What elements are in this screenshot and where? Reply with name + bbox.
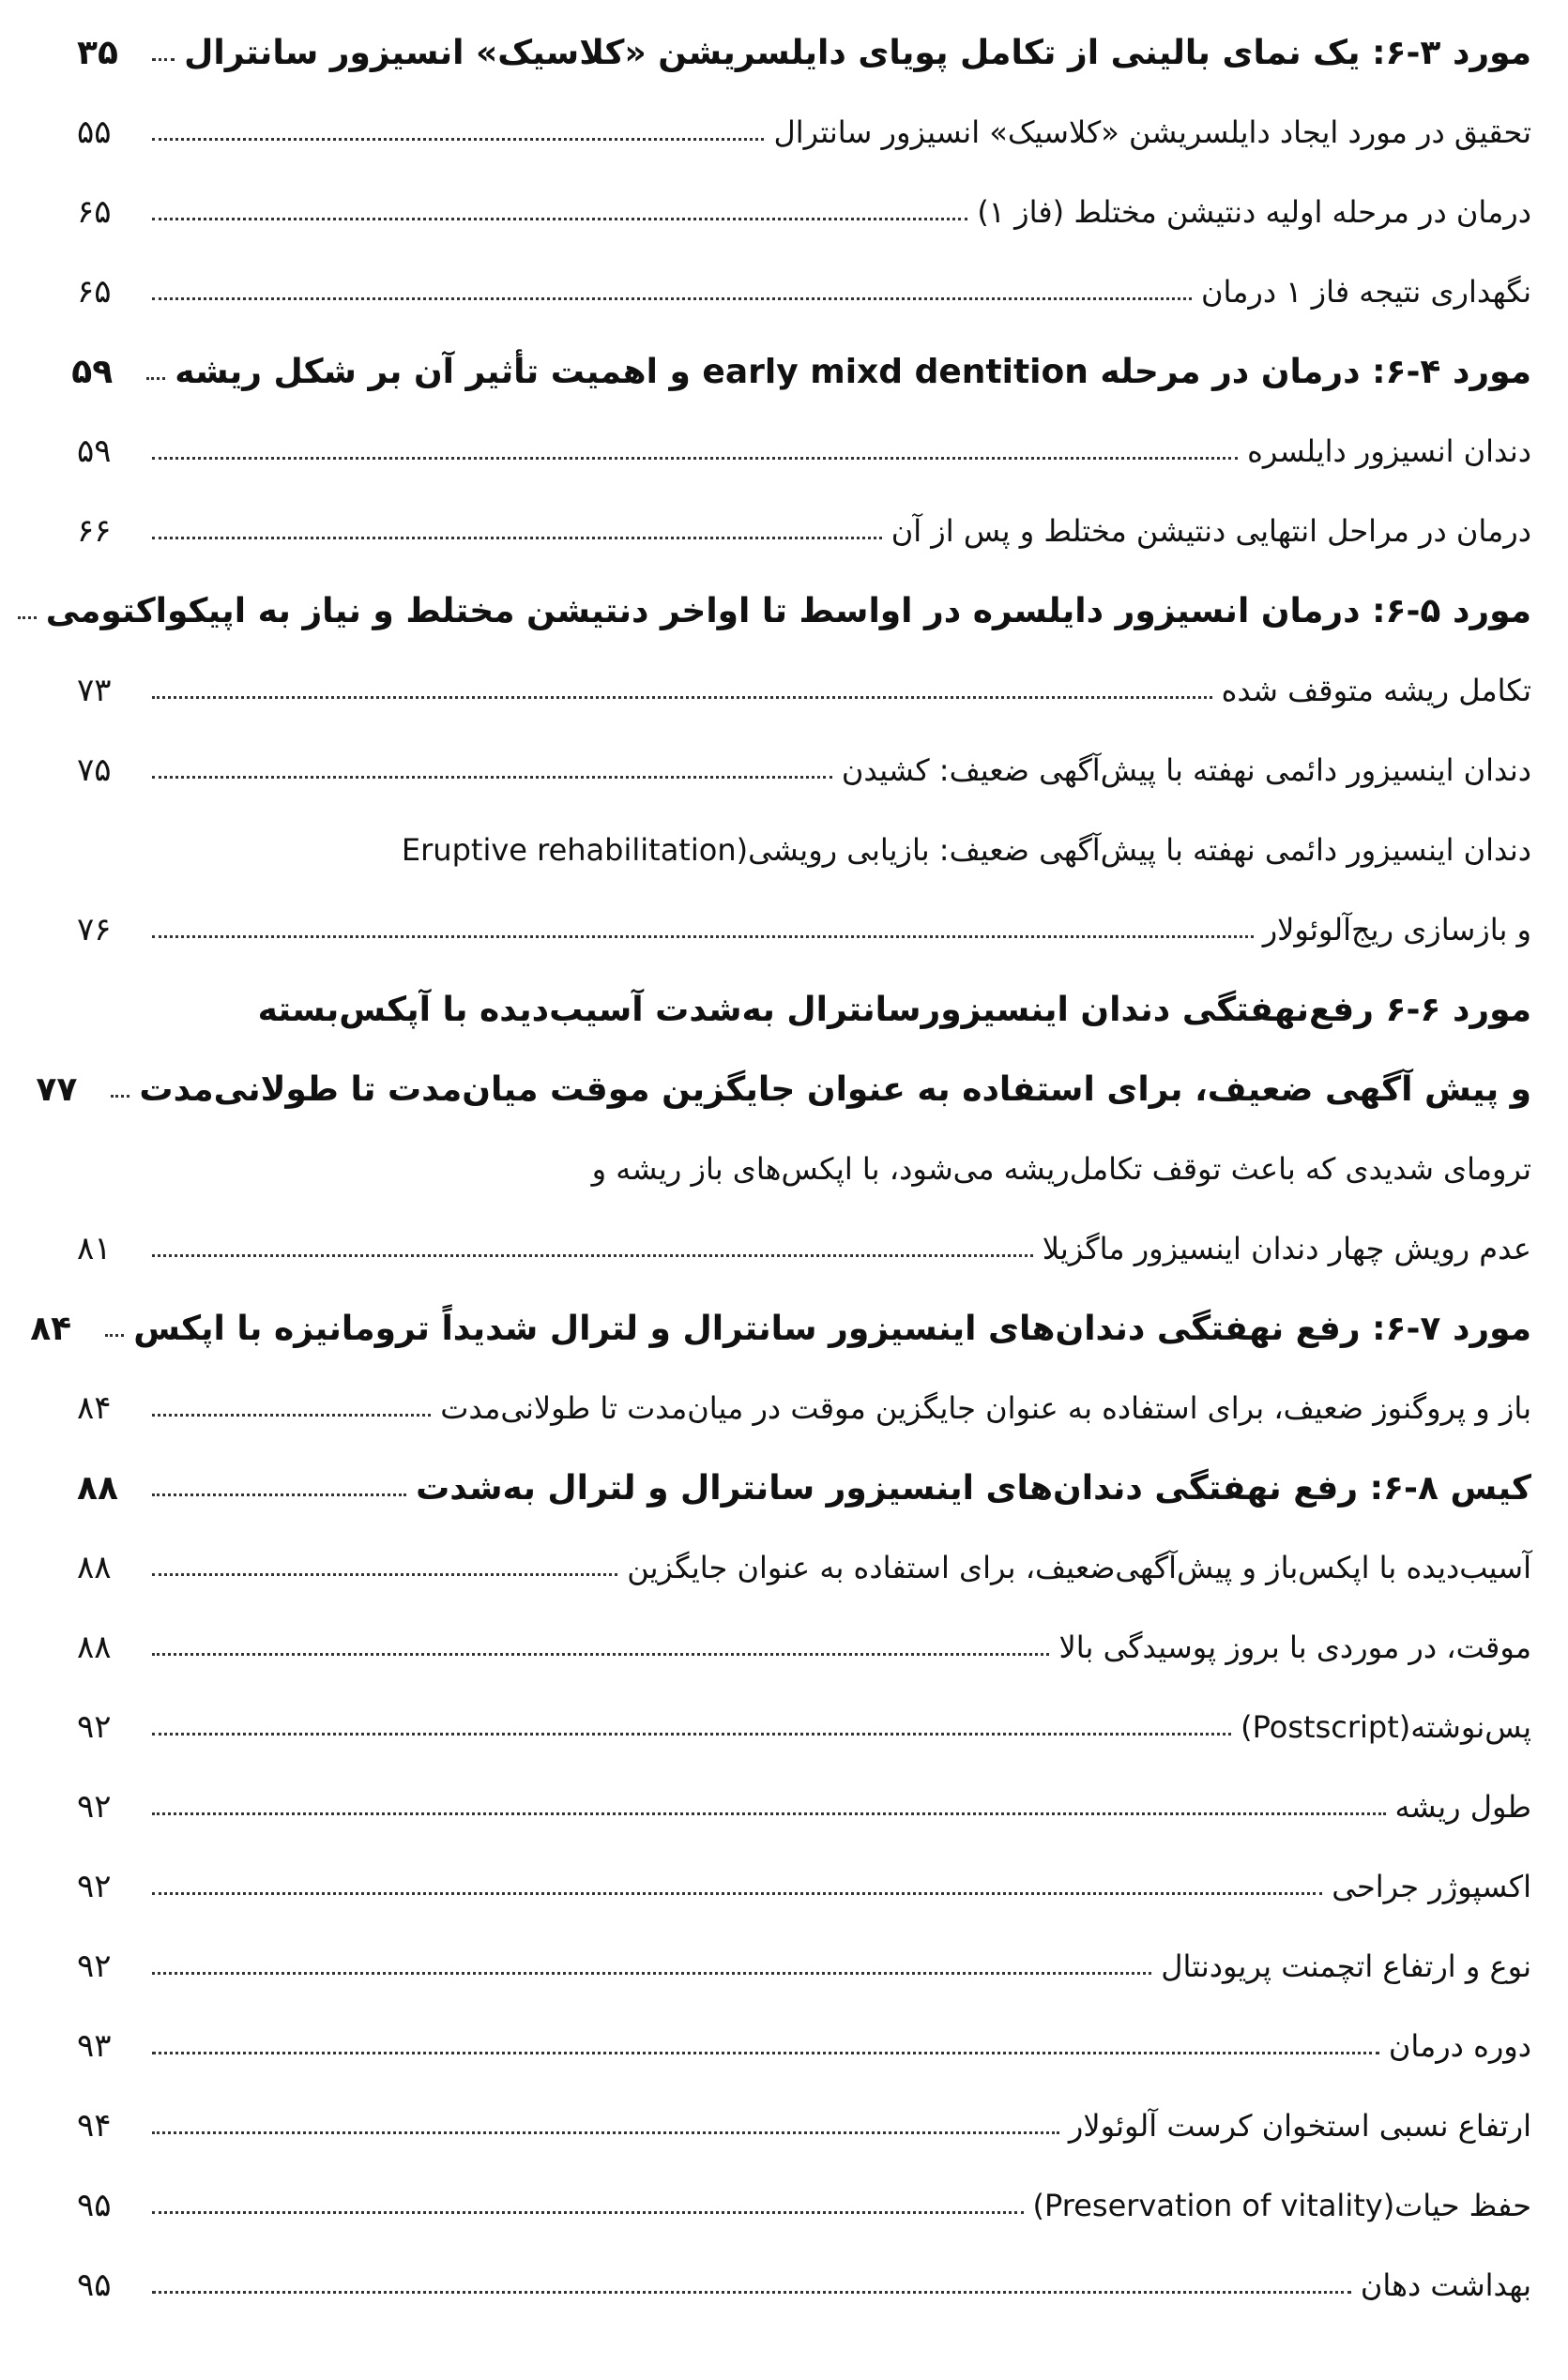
toc-entry[interactable] bbox=[77, 252, 1531, 331]
toc-entry-title: حفظ حیات(Preservation of vitality) bbox=[1032, 2188, 1531, 2223]
toc-entry-title: تکامل ریشه متوقف شده bbox=[1221, 673, 1531, 708]
toc-entry-title: نوع و ارتفاع اتچمنت پریودنتال bbox=[1161, 1948, 1531, 1984]
toc-entry[interactable] bbox=[77, 651, 1531, 730]
dot-leader bbox=[152, 297, 1192, 300]
toc-page-number: ۷۶ bbox=[77, 911, 112, 948]
toc-entry[interactable] bbox=[77, 1927, 1531, 2006]
toc-entry-title: دندان اینسیزور دائمی نهفته با پیش‌آگهی ضعیف: بازیابی رویشی(Eruptive rehabilitation bbox=[401, 832, 1531, 868]
dot-leader bbox=[152, 1972, 1151, 1975]
toc-entry-title: دندان اینسیزور دائمی نهفته با پیش‌آگهی ضعیف: کشیدن bbox=[841, 752, 1531, 788]
toc-entry[interactable] bbox=[77, 1688, 1531, 1766]
toc-entry-title: عدم رویش چهار دندان اینسیزور ماگزیلا bbox=[1042, 1231, 1531, 1266]
toc-entry-title: مورد ۵-۶: درمان انسیزور دایلسره در اواسط تا اواخر دنتیشن مختلط و نیاز به اپیکواکتومی bbox=[45, 591, 1531, 630]
toc-page-number: ۵۹ bbox=[77, 432, 112, 470]
toc-entry[interactable] bbox=[77, 1209, 1531, 1288]
toc-entry[interactable] bbox=[45, 571, 1531, 650]
dot-leader bbox=[152, 2291, 1351, 2294]
dot-leader bbox=[152, 696, 1212, 699]
toc-entry-title: طول ریشه bbox=[1394, 1789, 1531, 1825]
toc-entry[interactable] bbox=[77, 731, 1531, 810]
toc-page-number: ۶۵ bbox=[77, 193, 112, 231]
toc-entry-title: مورد ۴-۶: درمان در مرحله early mixd dentition و اهمیت تأثیر آن بر شکل ریشه bbox=[175, 352, 1531, 391]
toc-entry-title: پس‌نوشته(Postscript) bbox=[1241, 1709, 1531, 1745]
dot-leader bbox=[152, 1892, 1322, 1895]
toc-entry-title: درمان در مرحله اولیه دنتیشن مختلط (فاز ۱) bbox=[977, 194, 1531, 230]
dot-leader bbox=[105, 1334, 124, 1337]
toc-entry[interactable] bbox=[77, 412, 1531, 491]
toc-page-number: ۵۹ bbox=[71, 352, 114, 391]
toc-entry-title: مورد ۶-۶ رفع‌نهفتگی دندان اینسیزورسانترال به‌شدت آسیب‌دیده با آپکس‌بسته bbox=[257, 990, 1531, 1029]
toc-page-number: ۷۷ bbox=[36, 1069, 78, 1109]
toc-entry[interactable] bbox=[77, 890, 1531, 969]
dot-leader bbox=[152, 1493, 406, 1496]
toc-entry[interactable] bbox=[77, 1608, 1531, 1687]
dot-leader bbox=[152, 1812, 1386, 1815]
toc-page-number: ۵۵ bbox=[77, 114, 112, 151]
toc-page-number: ۸۸ bbox=[77, 1629, 112, 1666]
toc-page-number: ۸۸ bbox=[77, 1549, 112, 1586]
dot-leader bbox=[152, 935, 1254, 938]
dot-leader bbox=[152, 457, 1238, 460]
toc-page-number: ۷۳ bbox=[77, 672, 112, 709]
toc-entry-title: و پیش آگهی ضعیف، برای استفاده به عنوان جایگزین موقت میان‌مدت تا طولانی‌مدت bbox=[139, 1069, 1531, 1109]
toc-page-number: ۹۵ bbox=[77, 2187, 112, 2224]
dot-leader bbox=[152, 2131, 1059, 2134]
dot-leader bbox=[152, 1573, 617, 1576]
toc-entry-title: اکسپوژر جراحی bbox=[1332, 1869, 1531, 1904]
dot-leader bbox=[152, 218, 967, 220]
toc-entry-title: مورد ۳-۶: یک نمای بالینی از تکامل پویای دایلسریشن «کلاسیک» انسیزور سانترال bbox=[184, 33, 1531, 72]
toc-page-number: ۹۵ bbox=[77, 2266, 112, 2304]
toc-entry[interactable] bbox=[77, 173, 1531, 251]
dot-leader bbox=[18, 616, 37, 619]
toc-entry-title: تحقیق در مورد ایجاد دایلسریشن «کلاسیک» انسیزور سانترال bbox=[773, 114, 1531, 150]
toc-entry[interactable] bbox=[77, 1129, 1531, 1208]
dot-leader bbox=[152, 138, 764, 141]
toc-entry-title: ارتفاع نسبی استخوان کرست آلوئولار bbox=[1068, 2108, 1531, 2144]
toc-entry[interactable] bbox=[77, 492, 1531, 570]
dot-leader bbox=[152, 1254, 1033, 1257]
toc-entry[interactable] bbox=[77, 13, 1531, 92]
toc-entry[interactable] bbox=[77, 1847, 1531, 1926]
toc-page-number: ۹۴ bbox=[77, 2107, 112, 2145]
toc-entry-title: آسیب‌دیده با اپکس‌باز و پیش‌آگهی‌ضعیف، برای استفاده به عنوان جایگزین bbox=[627, 1550, 1531, 1585]
toc-page-number: ۹۲ bbox=[77, 1948, 112, 1985]
toc-entry-title: کیس ۸-۶: رفع نهفتگی دندان‌های اینسیزور سانترال و لترال به‌شدت bbox=[416, 1468, 1531, 1508]
dot-leader bbox=[152, 1733, 1231, 1736]
dot-leader bbox=[152, 2211, 1024, 2214]
toc-entry[interactable] bbox=[36, 1050, 1531, 1129]
toc-page-number: ۸۱ bbox=[77, 1230, 112, 1267]
toc-entry[interactable] bbox=[77, 1369, 1531, 1448]
dot-leader bbox=[152, 776, 832, 779]
toc-page-number: ۳۵ bbox=[77, 33, 118, 72]
dot-leader bbox=[146, 377, 165, 380]
toc-page-number: ۹۲ bbox=[77, 1868, 112, 1905]
toc-entry-title: دوره درمان bbox=[1388, 2028, 1531, 2064]
toc-page-number: ۹۲ bbox=[77, 1788, 112, 1826]
toc-entry-title: موقت، در موردی با بروز پوسیدگی بالا bbox=[1058, 1630, 1531, 1665]
toc-entry-title: درمان در مراحل انتهایی دنتیشن مختلط و پس از آن bbox=[891, 513, 1531, 549]
toc-entry[interactable] bbox=[77, 1767, 1531, 1846]
toc-page-number: ۹۲ bbox=[77, 1708, 112, 1746]
dot-leader bbox=[111, 1095, 129, 1098]
toc-entry[interactable] bbox=[77, 1448, 1531, 1527]
toc-entry-title: ترومای شدیدی که باعث توقف تکامل‌ریشه می‌شود، با اپکس‌های باز ریشه و bbox=[591, 1151, 1531, 1187]
toc-entry[interactable] bbox=[77, 93, 1531, 172]
toc-entry[interactable] bbox=[77, 1528, 1531, 1607]
dot-leader bbox=[152, 58, 175, 61]
toc-page-number: ۸۴ bbox=[30, 1309, 72, 1348]
toc-entry-title: باز و پروگنوز ضعیف، برای استفاده به عنوان جایگزین موقت در میان‌مدت تا طولانی‌مدت bbox=[440, 1390, 1531, 1426]
toc-entry[interactable] bbox=[77, 2007, 1531, 2085]
toc-page-number: ۸۸ bbox=[77, 1468, 118, 1508]
toc-entry[interactable] bbox=[71, 332, 1531, 411]
toc-page-number: ۷۵ bbox=[77, 751, 112, 789]
toc-entry[interactable] bbox=[77, 970, 1531, 1049]
toc-page-number: ۹۳ bbox=[77, 2027, 112, 2065]
toc-page-number bbox=[0, 592, 8, 630]
toc-page-number: ۶۶ bbox=[77, 512, 112, 550]
dot-leader bbox=[152, 2052, 1379, 2054]
toc-entry-title: بهداشت دهان bbox=[1360, 2267, 1531, 2303]
toc-entry[interactable] bbox=[77, 2246, 1531, 2325]
toc-entry-title: نگهداری نتیجه فاز ۱ درمان bbox=[1200, 274, 1531, 310]
toc-entry[interactable] bbox=[77, 2166, 1531, 2245]
toc-page-number: ۶۵ bbox=[77, 273, 112, 311]
toc-page-number: ۸۴ bbox=[77, 1389, 112, 1427]
dot-leader bbox=[152, 1653, 1049, 1656]
toc-entry-title: مورد ۷-۶: رفع نهفتگی دندان‌های اینسیزور سانترال و لترال شدیداً ترومانیزه با اپکس bbox=[133, 1309, 1531, 1348]
toc-entry[interactable] bbox=[77, 2086, 1531, 2165]
toc-entry-title: و بازسازی ریج‌آلوئولار bbox=[1262, 912, 1531, 947]
toc-entry[interactable] bbox=[30, 1289, 1531, 1368]
dot-leader bbox=[152, 537, 882, 539]
toc-entry-title: دندان انسیزور دایلسره bbox=[1247, 433, 1531, 469]
dot-leader bbox=[152, 1414, 431, 1417]
toc-entry[interactable] bbox=[77, 811, 1531, 889]
